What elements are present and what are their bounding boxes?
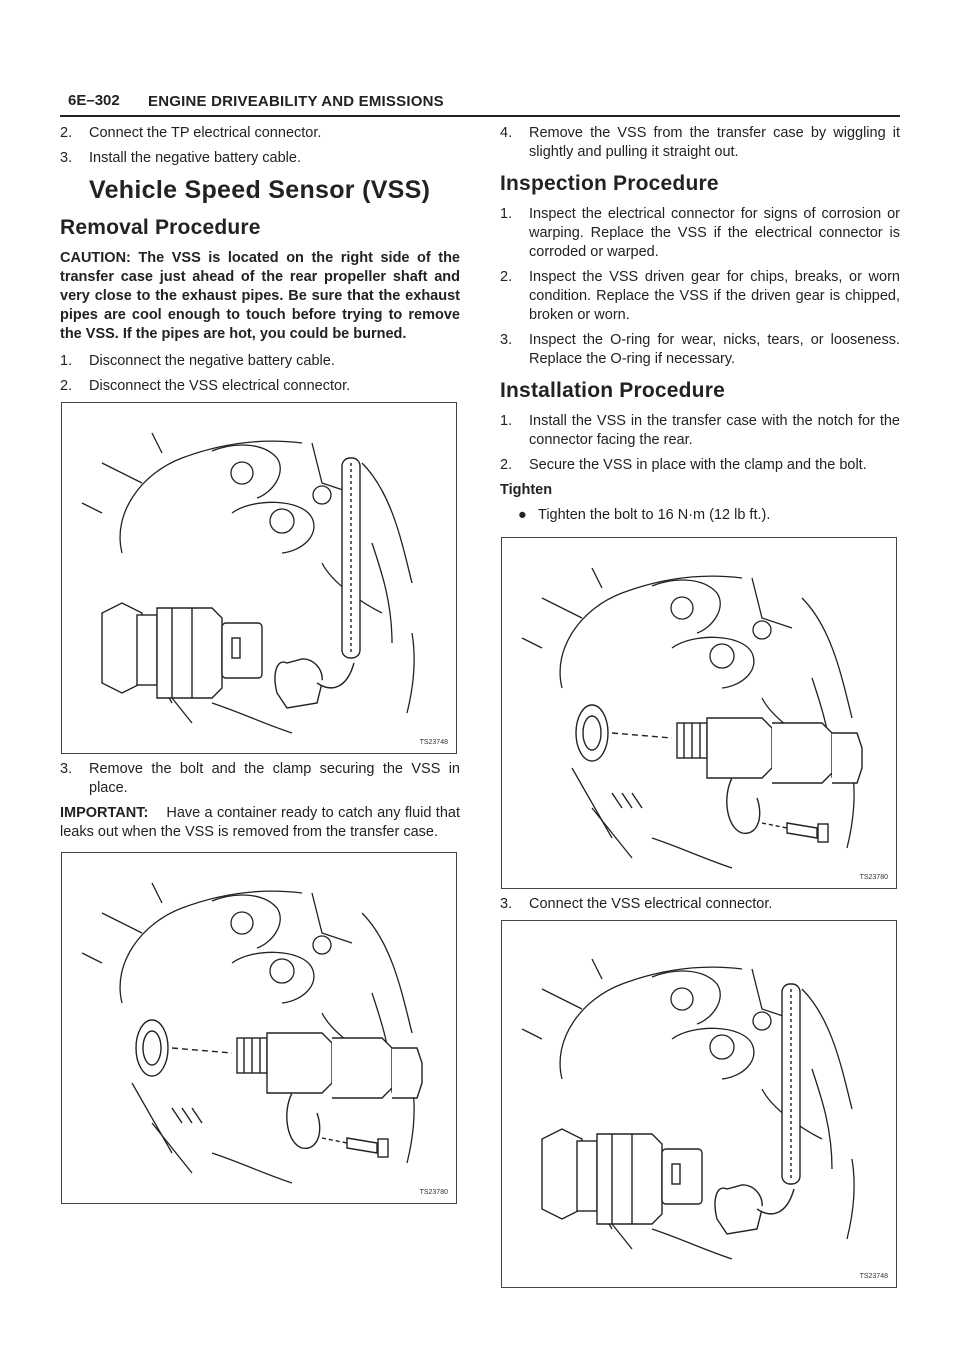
list-item <box>500 205 900 262</box>
figure-caption: TS23748 <box>859 1273 888 1280</box>
step-text: Install the VSS in the transfer case with the notch for the connector facing the rear. <box>529 413 900 448</box>
left-column <box>60 124 460 1210</box>
figure-vss-reconnect <box>501 920 897 1288</box>
vss-illustration <box>502 921 896 1287</box>
vss-illustration <box>62 853 456 1203</box>
step-text: Secure the VSS in place with the clamp and the bolt. <box>529 457 867 473</box>
step-number: 3. <box>500 332 513 348</box>
figure-caption: TS23780 <box>419 1189 448 1196</box>
list-item <box>60 377 460 396</box>
vss-illustration <box>62 403 456 753</box>
bullet-icon: ● <box>518 507 527 523</box>
vss-illustration <box>502 538 896 888</box>
step-text: Remove the VSS from the transfer case by wiggling it slightly and pulling it straight out. <box>529 125 900 160</box>
step-number: 3. <box>60 761 73 777</box>
list-item <box>500 268 900 325</box>
step-text: Remove the bolt and the clamp securing the VSS in place. <box>89 761 460 796</box>
section-title: ENGINE DRIVEABILITY AND EMISSIONS <box>148 93 444 110</box>
step-text: Install the negative battery cable. <box>89 150 301 166</box>
step-number: 1. <box>500 413 513 429</box>
figure-caption: TS23748 <box>419 739 448 746</box>
tighten-label: Tighten <box>500 482 553 498</box>
step-text: Connect the VSS electrical connector. <box>529 896 773 912</box>
step-text: Inspect the VSS driven gear for chips, breaks, or worn condition. Replace the VSS if the driven gear is chipped, broken or worn. <box>529 269 900 323</box>
step-number: 4. <box>500 125 513 141</box>
step-number: 1. <box>60 353 73 369</box>
step-text: Disconnect the negative battery cable. <box>89 353 335 369</box>
list-item <box>500 331 900 369</box>
step-number: 2. <box>500 457 513 473</box>
page-title: Vehicle Speed Sensor (VSS) <box>89 176 431 204</box>
caution-text: CAUTION: The VSS is located on the right side of the transfer case just ahead of the rear propeller shaft and very close to the exhaust pipes. Be sure that the exhaust pipes are cool enough to touch before trying to remove the VSS. If the pipes are hot, you could be burned. <box>60 250 460 342</box>
list-item <box>60 149 460 168</box>
inspection-heading: Inspection Procedure <box>500 172 719 195</box>
list-item <box>500 124 900 162</box>
installation-heading: Installation Procedure <box>500 379 725 402</box>
list-item <box>500 895 900 914</box>
important-note <box>60 804 460 842</box>
tighten-bullet <box>518 506 900 525</box>
tighten-spec: Tighten the bolt to 16 N·m (12 lb ft.). <box>538 507 771 523</box>
step-number: 3. <box>500 896 513 912</box>
step-text: Inspect the O-ring for wear, nicks, tears, or looseness. Replace the O-ring if necessary. <box>529 332 900 367</box>
page-number: 6E–302 <box>68 92 120 109</box>
list-item <box>60 124 460 143</box>
list-item <box>60 352 460 371</box>
step-number: 2. <box>60 125 73 141</box>
figure-caption: TS23780 <box>859 874 888 881</box>
removal-heading: Removal Procedure <box>60 216 261 239</box>
right-column <box>500 124 900 1294</box>
figure-vss-install <box>501 537 897 889</box>
important-text: Have a container ready to catch any fluid that leaks out when the VSS is removed from the transfer case. <box>60 805 460 840</box>
step-text: Disconnect the VSS electrical connector. <box>89 378 351 394</box>
figure-vss-removed <box>61 852 457 1204</box>
step-number: 2. <box>500 269 513 285</box>
list-item <box>60 760 460 798</box>
step-text: Inspect the electrical connector for signs of corrosion or warping. Replace the VSS if the electrical connector is corroded or warped. <box>529 206 900 260</box>
figure-vss-connected <box>61 402 457 754</box>
list-item <box>500 456 900 475</box>
important-label: IMPORTANT: <box>60 805 149 821</box>
step-number: 3. <box>60 150 73 166</box>
step-text: Connect the TP electrical connector. <box>89 125 322 141</box>
step-number: 2. <box>60 378 73 394</box>
list-item <box>500 412 900 450</box>
step-number: 1. <box>500 206 513 222</box>
header-rule <box>60 115 900 117</box>
